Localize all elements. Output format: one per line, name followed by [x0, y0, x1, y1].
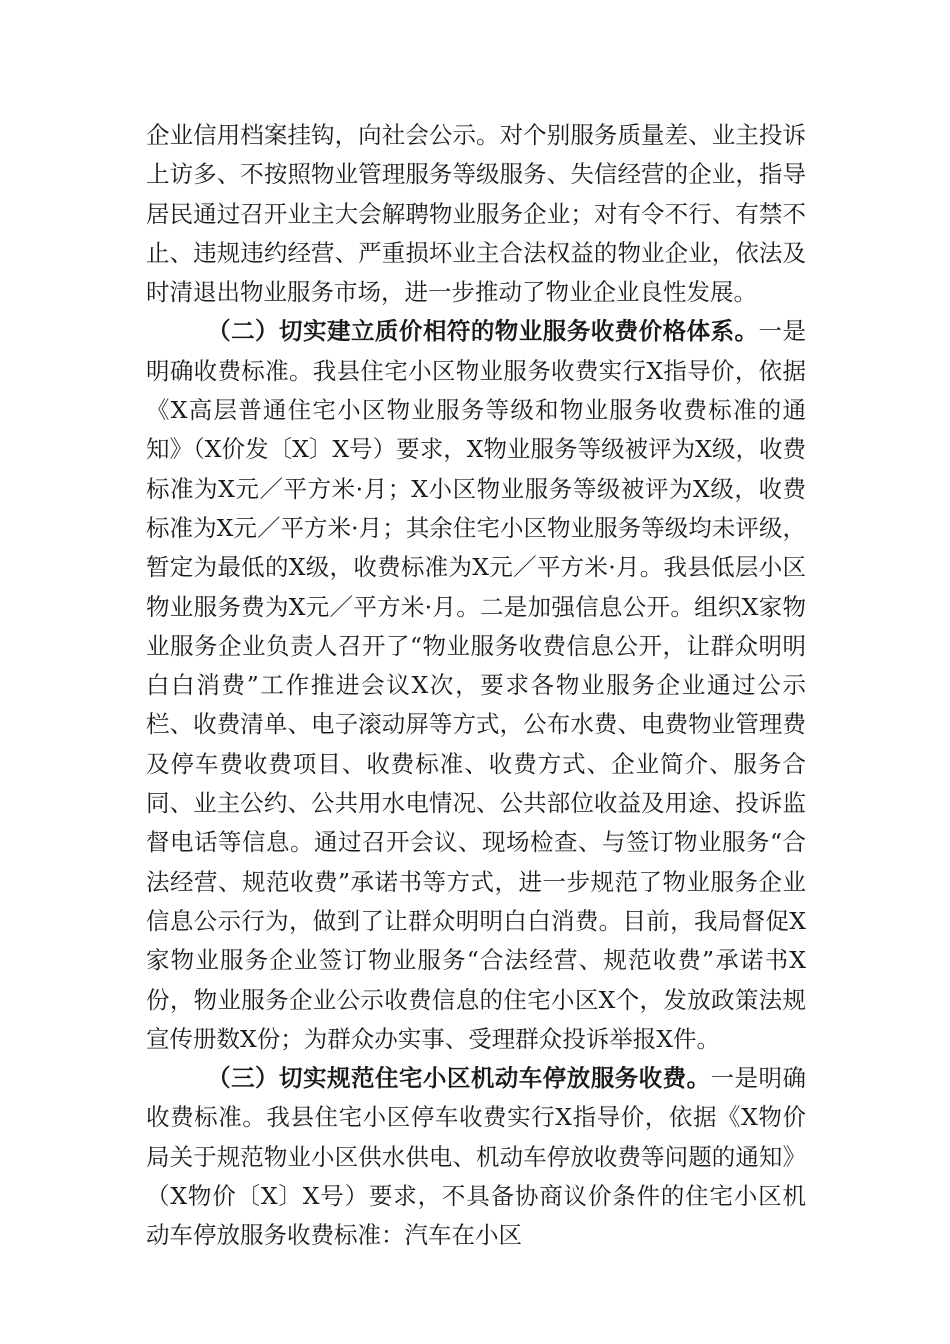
paragraph-1-text: 企业信用档案挂钩，向社会公示。对个别服务质量差、业主投诉上访多、不按照物业管理服务等级服务、失信经营的企业，指导居民通过召开业主大会解聘物业服务企业；对有令不行、有禁不止、违规违约经营、严重损坏业主合法权益的物业企业，依法及时清退出物业服务市场，进一步推动了物业企业良性发展。 [146, 121, 806, 307]
section-3-heading: （三）切实规范住宅小区机动车停放服务收费。 [207, 1064, 711, 1093]
section-2-paragraph [146, 312, 806, 1059]
section-3-paragraph [146, 1059, 806, 1255]
section-2-heading: （二）切实建立质价相符的物业服务收费价格体系。 [207, 317, 759, 346]
document-body [146, 116, 806, 1256]
section-3-body: 一是明确收费标准。我县住宅小区停车收费实行X指导价，依据《X物价局关于规范物业小区供水供电、机动车停放收费等问题的通知》（X物价〔X〕X号）要求，不具备协商议价条件的住宅小区机动车停放服务收费标准：汽车在小区 [146, 1064, 807, 1250]
paragraph-continuation [146, 116, 806, 312]
section-2-body: 一是明确收费标准。我县住宅小区物业服务收费实行X指导价，依据《X高层普通住宅小区物业服务等级和物业服务收费标准的通知》（X价发〔X〕X号）要求，X物业服务等级被评为X级，收费标准为X元／平方米·月；X小区物业服务等级被评为X级，收费标准为X元／平方米·月；其余住宅小区物业服务等级均未评级，暂定为最低的X级，收费标准为X元／平方米·月。我县低层小区物业服务费为X元／平方米·月。二是加强信息公开。组织X家物业服务企业负责人召开了“物业服务收费信息公开，让群众明明白白消费”工作推进会议X次，要求各物业服务企业通过公示栏、收费清单、电子滚动屏等方式，公布水费、电费物业管理费及停车费收费项目、收费标准、收费方式、企业简介、服务合同、业主公约、公共用水电情况、公共部位收益及用途、投诉监督电话等信息。通过召开会议、现场检查、与签订物业服务“合法经营、规范收费”承诺书等方式，进一步规范了物业服务企业信息公示行为，做到了让群众明明白白消费。目前，我局督促X家物业服务企业签订物业服务“合法经营、规范收费”承诺书X份，物业服务企业公示收费信息的住宅小区X个，发放政策法规宣传册数X份；为群众办实事、受理群众投诉举报X件。 [146, 317, 807, 1053]
